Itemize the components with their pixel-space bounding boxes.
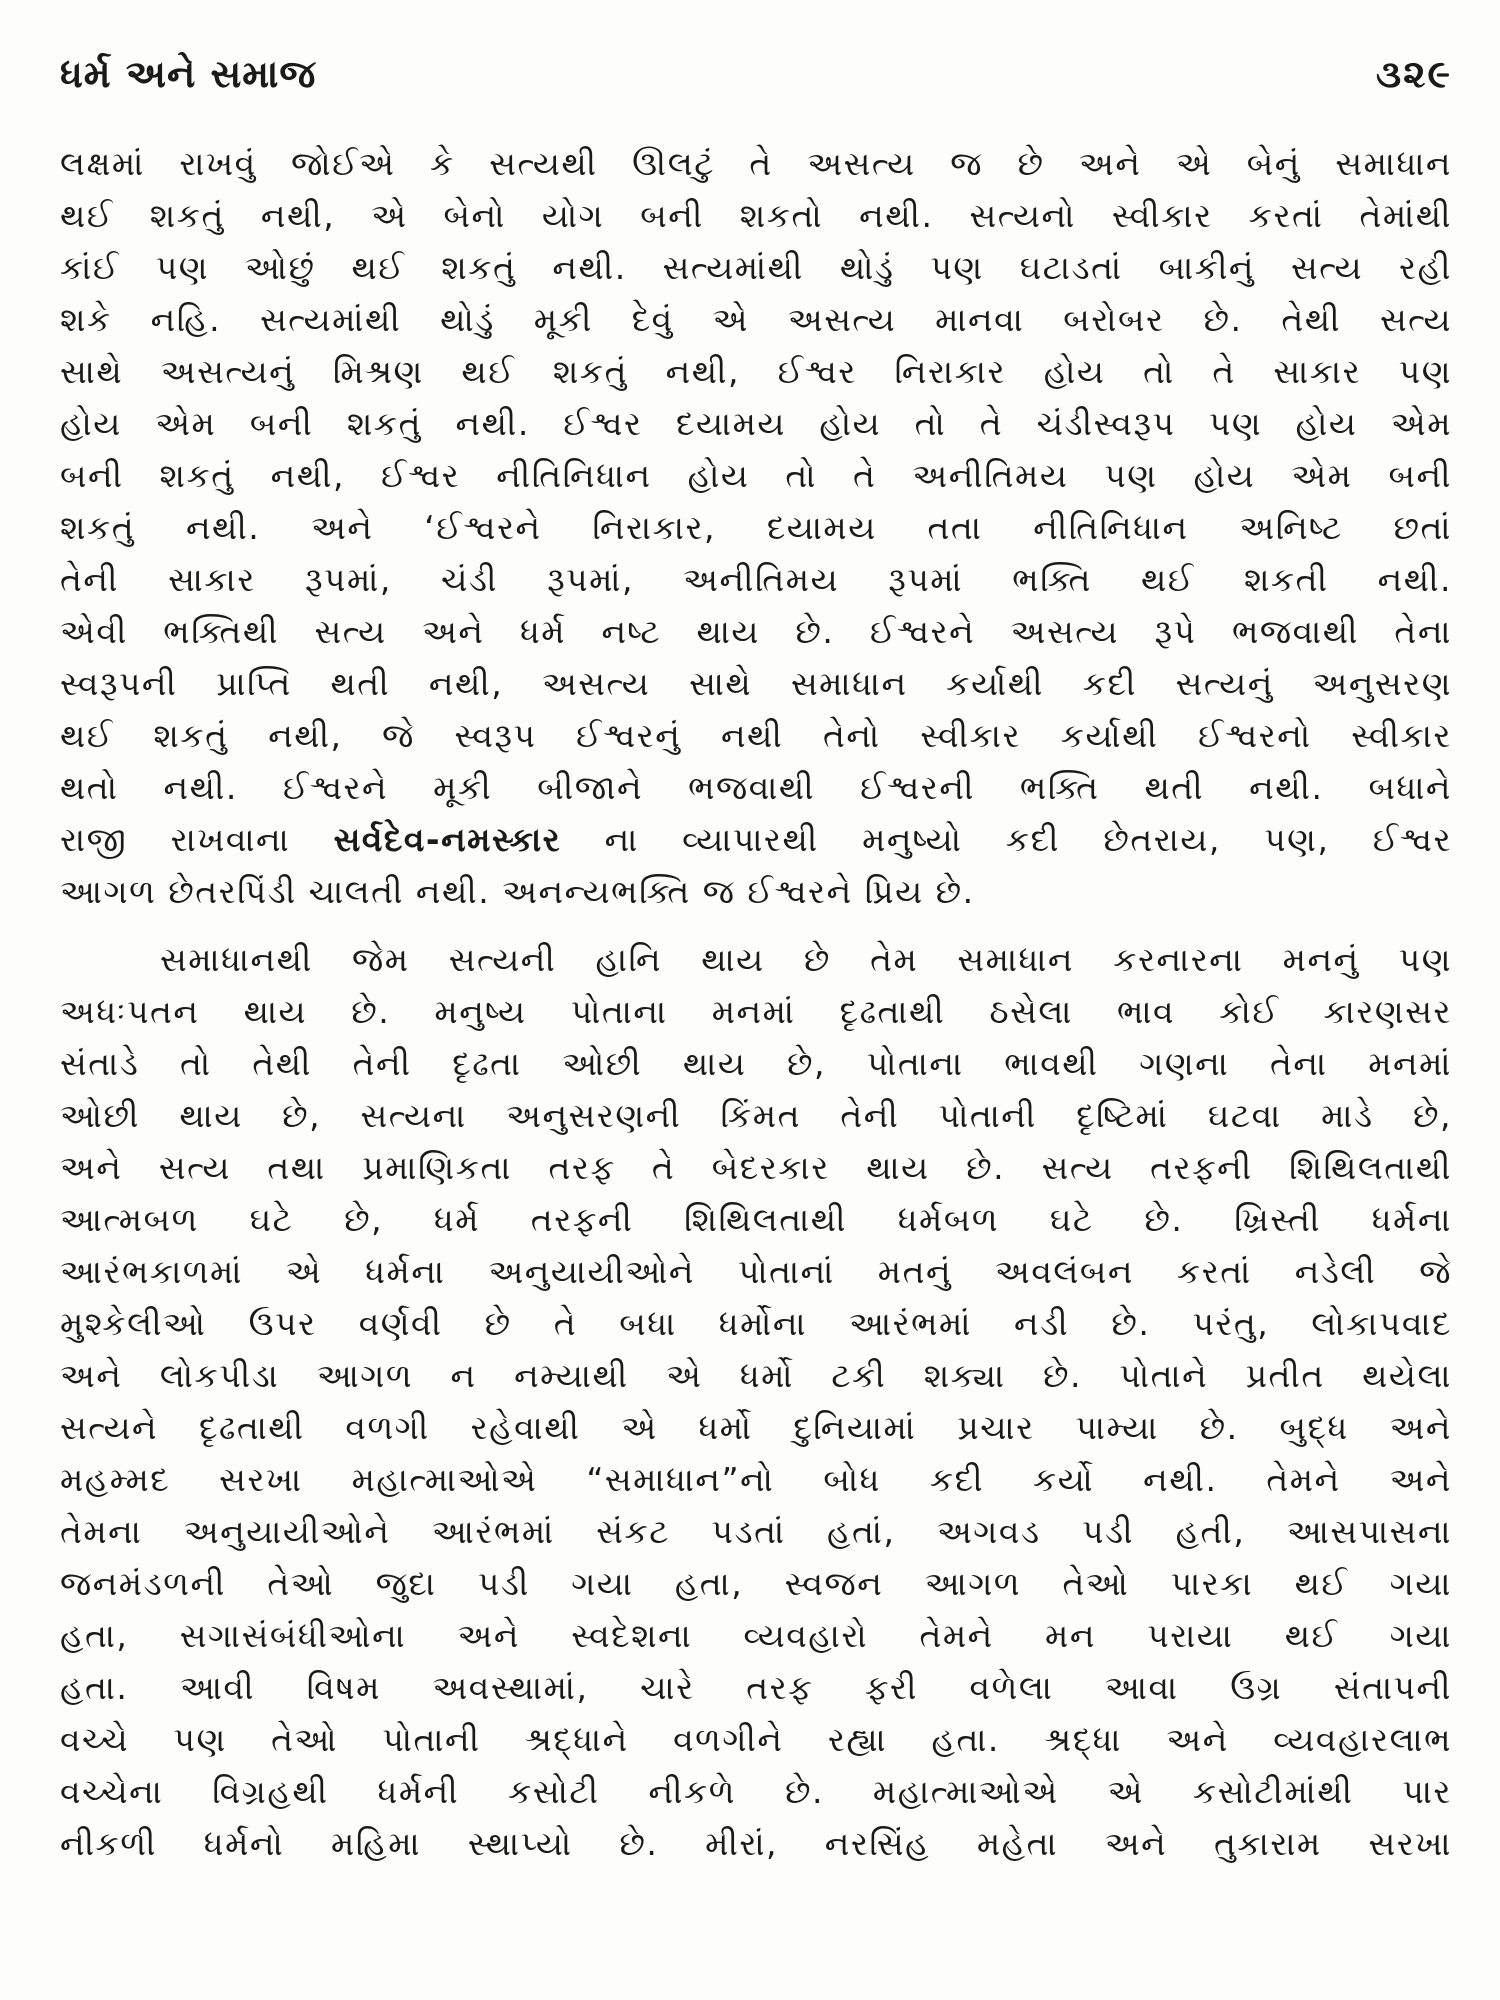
page-number: ૩૨૯	[1375, 52, 1452, 96]
text-line: સત્યને દૃઢતાથી વળગી રહેવાથી એ ધર્મો દુનિયામાં પ્રચાર પામ્યા છે. બુદ્ધ અને	[60, 1408, 1452, 1447]
text-line: થઈ શકતું નથી, એ બેનો યોગ બની શકતો નથી. સત્યનો સ્વીકાર કરતાં તેમાંથી	[60, 196, 1452, 235]
text-line: એવી ભક્તિથી સત્ય અને ધર્મ નષ્ટ થાય છે. ઈશ્વરને અસત્ય રૂપે ભજવાથી તેના	[60, 612, 1452, 651]
text-line: સંતાડે તો તેથી તેની દૃઢતા ઓછી થાય છે, પોતાના ભાવથી ગણના તેના મનમાં	[60, 1044, 1452, 1083]
text-line: અને લોકપીડા આગળ ન નમ્યાથી એ ધર્મો ટકી શક્યા છે. પોતાને પ્રતીત થયેલા	[60, 1356, 1452, 1395]
text-line: નીકળી ધર્મનો મહિમા સ્થાપ્યો છે. મીરાં, નરસિંહ મહેતા અને તુકારામ સરખા	[60, 1824, 1452, 1863]
text-line: થતો નથી. ઈશ્વરને મૂકી બીજાને ભજવાથી ઈશ્વરની ભક્તિ થતી નથી. બધાને	[60, 768, 1452, 807]
text-line: જનમંડળની તેઓ જુદા પડી ગયા હતા, સ્વજન આગળ તેઓ પારકા થઈ ગયા	[60, 1564, 1452, 1603]
text-line: અધઃપતન થાય છે. મનુષ્ય પોતાના મનમાં દૃઢતાથી ઠસેલા ભાવ કોઈ કારણસર	[60, 992, 1452, 1031]
text-line: આગળ છેતરપિંડી ચાલતી નથી. અનન્યભક્તિ જ ઈશ્વરને પ્રિય છે.	[60, 872, 975, 911]
text-line: આરંભકાળમાં એ ધર્મના અનુયાયીઓને પોતાનાં મતનું અવલંબન કરતાં નડેલી જે	[60, 1252, 1452, 1291]
text-line: લક્ષમાં રાખવું જોઈએ કે સત્યથી ઊલટું તે અસત્ય જ છે અને એ બેનું સમાધાન	[60, 144, 1452, 183]
paragraph-gap	[60, 918, 1452, 934]
chapter-title: ધર્મ અને સમાજ	[60, 52, 317, 96]
text-line: હોય એમ બની શકતું નથી. ઈશ્વર દયામય હોય તો તે ચંડીસ્વરૂપ પણ હોય એમ	[60, 404, 1452, 443]
text-line: વચ્ચે પણ તેઓ પોતાની શ્રદ્ધાને વળગીને રહ્યા હતા. શ્રદ્ધા અને વ્યવહારલાભ	[60, 1720, 1452, 1759]
text-line: હતા. આવી વિષમ અવસ્થામાં, ચારે તરફ ફરી વળેલા આવા ઉગ્ર સંતાપની	[60, 1668, 1452, 1707]
bold-term: સર્વદેવ-નમસ્કાર	[333, 820, 562, 859]
text-line: આત્મબળ ઘટે છે, ધર્મ તરફની શિથિલતાથી ધર્મબળ ઘટે છે. ખ્રિસ્તી ધર્મના	[60, 1200, 1452, 1239]
text-line: શકે નહિ. સત્યમાંથી થોડું મૂકી દેવું એ અસત્ય માનવા બરોબર છે. તેથી સત્ય	[60, 300, 1452, 339]
paragraph-2	[60, 934, 1452, 1870]
text-line: તેમના અનુયાયીઓને આરંભમાં સંકટ પડતાં હતાં, અગવડ પડી હતી, આસપાસના	[60, 1512, 1452, 1551]
text-line: અને સત્ય તથા પ્રમાણિકતા તરફ તે બેદરકાર થાય છે. સત્ય તરફની શિથિલતાથી	[60, 1148, 1452, 1187]
line-fragment: રાજી રાખવાના	[60, 820, 334, 859]
text-line: મહમ્મદ સરખા મહાત્માઓએ “સમાધાન”નો બોધ કદી કર્યો નથી. તેમને અને	[60, 1460, 1452, 1499]
text-line: ઓછી થાય છે, સત્યના અનુસરણની કિંમત તેની પોતાની દૃષ્ટિમાં ઘટવા માડે છે,	[60, 1096, 1452, 1135]
text-line: વચ્ચેના વિગ્રહથી ધર્મની કસોટી નીકળે છે. મહાત્માઓએ એ કસોટીમાંથી પાર	[60, 1772, 1452, 1811]
running-header	[60, 52, 1452, 112]
line-fragment: ના વ્યાપારથી મનુષ્યો કદી છેતરાય, પણ, ઈશ્વર	[561, 820, 1452, 859]
text-line: સ્વરૂપની પ્રાપ્તિ થતી નથી, અસત્ય સાથે સમાધાન કર્યાથી કદી સત્યનું અનુસરણ	[60, 664, 1452, 703]
text-line-with-bold-term	[60, 814, 1452, 866]
text-line: હતા, સગાસંબંધીઓના અને સ્વદેશના વ્યવહારો તેમને મન પરાયા થઈ ગયા	[60, 1616, 1452, 1655]
paragraph-1	[60, 138, 1452, 918]
text-line: સાથે અસત્યનું મિશ્રણ થઈ શકતું નથી, ઈશ્વર નિરાકાર હોય તો તે સાકાર પણ	[60, 352, 1452, 391]
text-line: શકતું નથી. અને ‘ઈશ્વરને નિરાકાર, દયામય તતા નીતિનિધાન અનિષ્ટ છતાં	[60, 508, 1452, 547]
text-line: બની શકતું નથી, ઈશ્વર નીતિનિધાન હોય તો તે અનીતિમય પણ હોય એમ બની	[60, 456, 1452, 495]
text-line: સમાધાનથી જેમ સત્યની હાનિ થાય છે તેમ સમાધાન કરનારના મનનું પણ	[160, 940, 1452, 979]
text-line: મુશ્કેલીઓ ઉપર વર્ણવી છે તે બધા ધર્મોના આરંભમાં નડી છે. પરંતુ, લોકાપવાદ	[60, 1304, 1452, 1343]
text-line: થઈ શકતું નથી, જે સ્વરૂપ ઈશ્વરનું નથી તેનો સ્વીકાર કર્યાથી ઈશ્વરનો સ્વીકાર	[60, 716, 1452, 755]
text-line: કાંઈ પણ ઓછું થઈ શકતું નથી. સત્યમાંથી થોડું પણ ઘટાડતાં બાકીનું સત્ય રહી	[60, 248, 1452, 287]
body-text	[60, 138, 1452, 1870]
text-line: તેની સાકાર રૂપમાં, ચંડી રૂપમાં, અનીતિમય રૂપમાં ભક્તિ થઈ શકતી નથી.	[60, 560, 1452, 599]
